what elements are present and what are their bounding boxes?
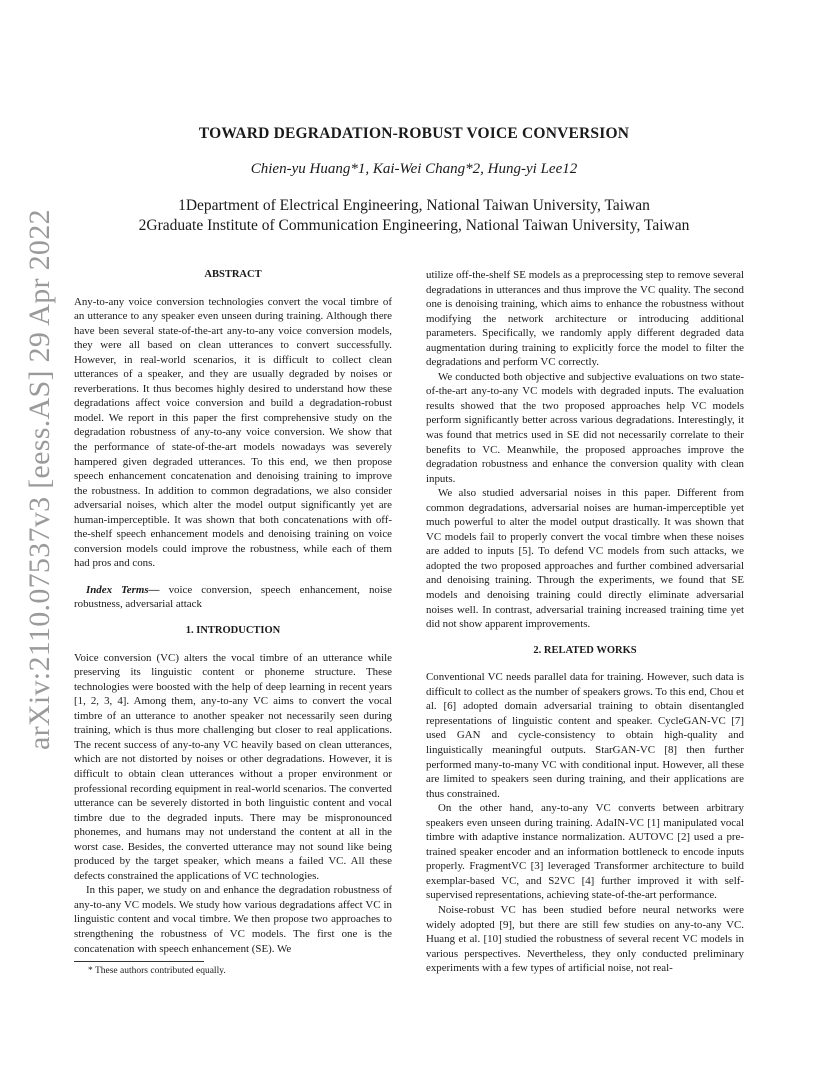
intro-paragraph-4: We conducted both objective and subjective evaluations on two state-of-the-art any-to-any VC models with degraded inputs. The evaluation results showed that the two proposed approaches help VC models perform significantly better across various degradations. Interestingly, it was found that metrics used in SE did not necessarily correlate to their benefits to VC. Meanwhile, the proposed approaches improve the degradation robustness and enhance the conversion quality with clean inputs. (426, 370, 744, 485)
intro-paragraph-1: Voice conversion (VC) alters the vocal timbre of an utterance while preserving its linguistic content or phoneme structure. These technologies were boosted with the help of deep learning in recent years [1, 2, 3, 4]. Among them, any-to-any VC aims to convert the vocal timbre of an utterance to another speaker not necessarily seen during training, which is thus more challenging but closer to real applications. The recent success of any-to-any VC heavily based on clean utterances, which are not distorted by noises or other degradations. However, it is difficult to obtain clean utterances without a proper environment or professional recording equipment in real-world scenarios. The converted utterance can be severely distorted in both linguistic content and vocal timbre due to the degraded inputs. There may be mispronounced phonemes, and humans may not understand the content at all in the worst case. Besides, the converted utterance may not sound like being produced by the target speaker, which means a failed VC. All these defects constrained the applications of VC technologies. (74, 651, 392, 882)
abstract-text: Any-to-any voice conversion technologies convert the vocal timbre of an utterance to any speaker even unseen during training. Although there have been several state-of-the-art any-to-any voice conversion models, they were all based on clean utterances to convert successfully. However, in real-world scenarios, it is difficult to collect clean utterances of a speaker, and they are usually degraded by noises or reverberations. It thus becomes highly desired to understand how these degradations affect voice conversion and build a degradation-robust model. We report in this paper the first comprehensive study on the degradation robustness of any-to-any voice conversion. We show that the performance of state-of-the-art models nowadays was severely hampered given degraded utterances. To this end, we then propose speech enhancement concatenation and denoising training to improve the robustness. In addition to common degradations, we also consider adversarial noises, which alter the model output significantly yet are human-imperceptible. It was shown that both concatenations with off-the-shelf speech enhancement models and denoising training on voice conversion models could improve the robustness, while each of them had pros and cons. (74, 295, 392, 570)
arxiv-identifier[interactable]: arXiv:2110.07537v3 [eess.AS] 29 Apr 2022 (23, 209, 56, 750)
footnote-rule (74, 961, 204, 962)
related-paragraph-2: On the other hand, any-to-any VC converts between arbitrary speakers even unseen during training. AdaIN-VC [1] manipulated vocal timbre with adaptive instance normalization. AUTOVC [2] used a pre-trained speaker encoder and an information bottleneck to encode inputs properly. FragmentVC [3] leveraged Transformer architecture to build exemplar-based VC, and S2VC [4] further improved it with self-supervised representations, achieving state-of-the-art performance. (426, 802, 744, 902)
left-column (74, 268, 392, 956)
affiliation-2: 2Graduate Institute of Communication Engineering, National Taiwan University, Taiwan (138, 217, 690, 234)
paper-authors: Chien-yu Huang*1, Kai-Wei Chang*2, Hung-yi Lee12 (250, 161, 578, 177)
index-terms-text: voice conversion, speech enhancement, noise robustness, adversarial attack (74, 583, 392, 611)
related-paragraph-1: Conventional VC needs parallel data for training. However, such data is difficult to collect as the number of speakers grows. To this end, Chou et al. [6] adopted domain adversarial training to obtain disentangled representations of linguistic content and speaker. CycleGAN-VC [7] used GAN and cycle-consistency to obtain high-quality and linguistically meaningful outputs. StarGAN-VC [8] then further performed many-to-many VC with conditional input. However, all these are limited to speakers seen during training, and their applications are thus constrained. (426, 671, 744, 800)
right-column (426, 268, 744, 976)
introduction-heading: 1. INTRODUCTION (185, 625, 281, 637)
footnote: * These authors contributed equally. (88, 966, 226, 976)
intro-paragraph-5: We also studied adversarial noises in this paper. Different from common degradations, adversarial noises are human-imperceptible yet much powerful to alter the model output drastically. It was shown that VC models fail to properly convert the vocal timbre when these noises are added to inputs [5]. To defend VC models from such attacks, we adopted the two proposed approaches and further combined adversarial and denoising training. Through the experiments, we found that SE models and denoising training could directly eliminate adversarial noises well. In contrast, adversarial training increased training time yet did not show apparent improvements. (426, 487, 744, 631)
index-terms-label: Index Terms— (86, 583, 160, 596)
intro-paragraph-2: In this paper, we study on and enhance the degradation robustness of any-to-any VC models. We study how various degradations affect VC in linguistic content and vocal timbre. We then propose two approaches to strengthening the robustness of VC models. The first one is the concatenation with speech enhancement (SE). We (74, 884, 392, 955)
intro-paragraph-3: utilize off-the-shelf SE models as a preprocessing step to remove several degradations in utterances and thus improve the VC quality. The second one is denoising training, which aims to enhance the robustness without modifying the network architecture or introducing additional parameters. Specifically, we randomly apply different degraded data augmentation during training to explicitly force the model to filter the degradations and perform VC correctly. (426, 269, 744, 369)
paper-title: TOWARD DEGRADATION-ROBUST VOICE CONVERSION (198, 125, 630, 142)
affiliation-1: 1Department of Electrical Engineering, National Taiwan University, Taiwan (178, 197, 650, 214)
index-terms (74, 583, 392, 612)
affiliations (0, 196, 828, 236)
related-paragraph-3: Noise-robust VC has been studied before neural networks were widely adopted [9], but there are still few studies on any-to-any VC. Huang et al. [10] studied the robustness of several recent VC models in various perspectives. Nevertheless, they only conducted preliminary experiments with a few types of artificial noise, not real- (426, 903, 744, 975)
abstract-heading: ABSTRACT (204, 269, 262, 280)
related-works-heading: 2. RELATED WORKS (533, 644, 637, 656)
